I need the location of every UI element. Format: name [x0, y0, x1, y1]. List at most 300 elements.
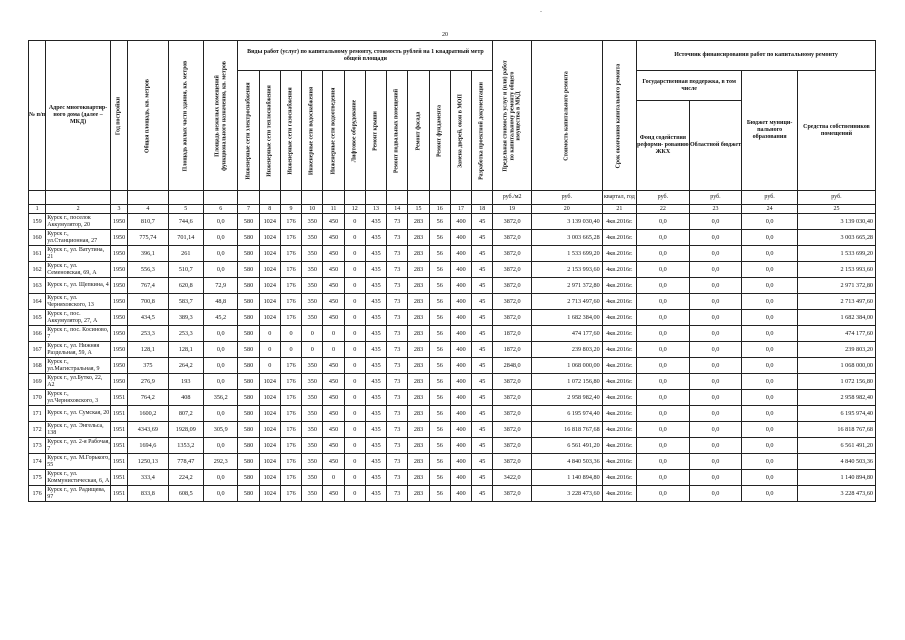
table-cell: 0,0 [637, 310, 690, 326]
table-cell: 0,0 [637, 294, 690, 310]
table-cell: 450 [323, 214, 344, 230]
table-cell: 161 [29, 246, 46, 262]
table-cell: 6 195 974,40 [531, 406, 602, 422]
table-cell: 0,0 [204, 246, 238, 262]
table-cell: 0,0 [689, 310, 742, 326]
table-cell: 400 [450, 422, 471, 438]
table-cell: 580 [238, 438, 259, 454]
table-cell: 435 [365, 422, 386, 438]
table-cell: 0,0 [742, 374, 798, 390]
address-cell: Курск г., ул. Черняховского, 13 [46, 294, 111, 310]
table-cell: 0,0 [742, 294, 798, 310]
table-row [29, 326, 876, 342]
table-cell: 4кв.2016г. [602, 326, 636, 342]
address-cell: Курск г., ул. Нижняя Раздельная, 59, А [46, 342, 111, 358]
table-cell: 435 [365, 342, 386, 358]
table-cell: 450 [323, 390, 344, 406]
table-cell: 73 [387, 342, 408, 358]
table-cell: 0,0 [637, 246, 690, 262]
table-cell: 283 [408, 454, 429, 470]
table-cell: 1950 [110, 310, 127, 326]
table-cell: 1950 [110, 326, 127, 342]
table-cell: 73 [387, 486, 408, 502]
table-cell: 580 [238, 486, 259, 502]
table-cell: 0 [344, 390, 365, 406]
table-cell: 4кв.2016г. [602, 390, 636, 406]
table-cell: 0,0 [204, 262, 238, 278]
table-cell: 73 [387, 278, 408, 294]
header-deadline: Срок окончания капитального ремонта [602, 41, 636, 191]
table-cell: 45 [472, 246, 493, 262]
table-cell: 0 [344, 486, 365, 502]
table-cell: 45 [472, 278, 493, 294]
table-cell: 264,2 [168, 358, 203, 374]
page-number: 20 [442, 32, 448, 38]
table-cell: 1951 [110, 390, 127, 406]
table-cell: 239 803,20 [797, 342, 875, 358]
table-cell: 0,0 [742, 326, 798, 342]
column-number: 10 [302, 205, 323, 214]
table-cell: 0 [302, 342, 323, 358]
table-cell: 45 [472, 294, 493, 310]
table-cell: 0,0 [689, 326, 742, 342]
table-cell: 283 [408, 390, 429, 406]
table-cell: 0,0 [742, 470, 798, 486]
table-cell: 2 153 993,60 [531, 262, 602, 278]
table-cell: 283 [408, 214, 429, 230]
table-cell: 400 [450, 342, 471, 358]
header-finance-group: Источник финансирования работ по капитальному ремонту [637, 41, 876, 71]
table-cell: 1 072 156,80 [797, 374, 875, 390]
table-cell: 450 [323, 262, 344, 278]
table-cell: 0 [323, 470, 344, 486]
header-work-basement: Ремонт подвальных помещений [387, 71, 408, 191]
table-cell: 4 840 503,36 [797, 454, 875, 470]
table-cell: 0 [259, 342, 280, 358]
table-cell: 0,0 [689, 230, 742, 246]
table-cell: 435 [365, 438, 386, 454]
table-row [29, 406, 876, 422]
table-cell: 0,0 [204, 358, 238, 374]
table-cell: 1694,6 [128, 438, 168, 454]
header-state-support: Государственная поддержка, в том числе [637, 71, 742, 101]
table-cell: 435 [365, 230, 386, 246]
table-cell: 0,0 [742, 486, 798, 502]
table-cell: 0 [344, 438, 365, 454]
table-cell: 176 [280, 438, 301, 454]
table-cell: 164 [29, 294, 46, 310]
table-cell: 73 [387, 422, 408, 438]
table-cell: 450 [323, 294, 344, 310]
address-cell: Курск г., ул. М.Горького, 55 [47, 454, 110, 468]
table-cell: 283 [408, 374, 429, 390]
header-work-gas: Инженерные сети газоснабжения [280, 71, 301, 191]
table-cell: 400 [450, 262, 471, 278]
table-cell: 305,9 [204, 422, 238, 438]
column-number: 15 [408, 205, 429, 214]
table-cell: 56 [429, 230, 450, 246]
table-cell: 73 [387, 358, 408, 374]
table-cell: 744,6 [168, 214, 203, 230]
table-cell: 56 [429, 358, 450, 374]
table-cell: 350 [302, 214, 323, 230]
table-row [29, 230, 876, 246]
table-cell: 73 [387, 470, 408, 486]
table-cell: 4кв.2016г. [602, 358, 636, 374]
table-cell: 261 [168, 246, 203, 262]
table-cell: 0,0 [637, 358, 690, 374]
table-cell: 239 803,20 [531, 342, 602, 358]
table-row [29, 438, 876, 454]
table-cell: 56 [429, 454, 450, 470]
table-cell: 283 [408, 486, 429, 502]
table-cell: 176 [280, 454, 301, 470]
table-cell: 0,0 [742, 278, 798, 294]
table-cell: 1950 [110, 214, 127, 230]
table-cell: 0 [259, 358, 280, 374]
table-cell: 0 [344, 230, 365, 246]
table-cell: 73 [387, 438, 408, 454]
table-cell: 400 [450, 358, 471, 374]
table-row [29, 310, 876, 326]
table-cell: 450 [323, 486, 344, 502]
table-cell: 775,74 [128, 230, 168, 246]
table-cell: 350 [302, 422, 323, 438]
table-cell: 56 [429, 470, 450, 486]
table-cell: 0 [344, 326, 365, 342]
table-cell: 435 [365, 470, 386, 486]
table-cell: 4 840 503,36 [531, 454, 602, 470]
table-cell: 0,0 [637, 230, 690, 246]
table-cell: 0 [302, 326, 323, 342]
table-cell: 48,8 [204, 294, 238, 310]
table-cell: 166 [29, 326, 46, 342]
header-work-foundation: Ремонт фундамента [429, 71, 450, 191]
table-cell: 3 228 473,60 [797, 486, 875, 502]
table-cell: 400 [450, 310, 471, 326]
table-cell: 450 [323, 454, 344, 470]
column-number: 9 [280, 205, 301, 214]
table-cell: 0,0 [637, 262, 690, 278]
table-cell: 807,2 [168, 406, 203, 422]
table-cell: 0,0 [742, 454, 798, 470]
table-cell: 350 [302, 294, 323, 310]
table-cell: 435 [365, 374, 386, 390]
table-cell: 1872,0 [493, 326, 531, 342]
table-cell: 435 [365, 358, 386, 374]
table-cell: 283 [408, 230, 429, 246]
table-cell: 6 195 974,40 [797, 406, 875, 422]
table-cell: 174 [29, 454, 46, 470]
table-cell: 176 [280, 422, 301, 438]
address-cell: Курск г., ул. 2-я Рабочая, 7 [47, 438, 110, 452]
table-cell: 176 [280, 486, 301, 502]
table-cell: 583,7 [168, 294, 203, 310]
table-cell: 1951 [110, 470, 127, 486]
table-cell: 73 [387, 214, 408, 230]
table-row [29, 294, 876, 310]
table-cell: 73 [387, 454, 408, 470]
table-cell: 283 [408, 470, 429, 486]
table-cell: 450 [323, 358, 344, 374]
table-cell: 1950 [110, 278, 127, 294]
table-cell: 1872,0 [493, 342, 531, 358]
table-cell: 0 [344, 262, 365, 278]
table-row [29, 246, 876, 262]
table-cell: 435 [365, 326, 386, 342]
column-number: 4 [128, 205, 168, 214]
table-cell: 435 [365, 246, 386, 262]
table-cell: 1950 [110, 262, 127, 278]
table-cell: 0,0 [637, 214, 690, 230]
header-work-electric: Инженерные сети электроснабжения [238, 71, 259, 191]
header-owners: Средства собственников помещений [797, 71, 875, 191]
table-cell: 1 072 156,80 [531, 374, 602, 390]
column-number: 7 [238, 205, 259, 214]
table-cell: 56 [429, 486, 450, 502]
table-cell: 1024 [259, 454, 280, 470]
table-cell: 0 [323, 326, 344, 342]
table-cell: 580 [238, 294, 259, 310]
column-number: 11 [323, 205, 344, 214]
table-cell: 1951 [110, 438, 127, 454]
table-cell: 162 [29, 262, 46, 278]
table-cell: 1024 [259, 470, 280, 486]
table-cell: 0,0 [689, 342, 742, 358]
table-cell: 3872,0 [493, 390, 531, 406]
table-cell: 350 [302, 230, 323, 246]
table-cell: 0,0 [637, 342, 690, 358]
table-cell: 435 [365, 390, 386, 406]
table-cell: 56 [429, 214, 450, 230]
table-cell: 4кв.2016г. [602, 470, 636, 486]
table-cell: 4кв.2016г. [602, 278, 636, 294]
table-cell: 1250,13 [128, 454, 168, 470]
table-cell: 0,0 [637, 470, 690, 486]
table-cell: 0,0 [689, 214, 742, 230]
table-cell: 408 [168, 390, 203, 406]
table-cell: 3872,0 [493, 454, 531, 470]
table-cell: 0 [344, 374, 365, 390]
table-cell: 0,0 [637, 486, 690, 502]
table-cell: 450 [323, 438, 344, 454]
table-row [29, 454, 876, 470]
table-cell: 45 [472, 486, 493, 502]
table-cell: 0,0 [742, 422, 798, 438]
column-number: 2 [46, 205, 111, 214]
table-cell: 4343,69 [128, 422, 168, 438]
table-cell: 510,7 [168, 262, 203, 278]
table-cell: 833,8 [128, 486, 168, 502]
table-cell: 435 [365, 406, 386, 422]
header-address: Адрес многоквартир- ного дома (далее – МКД) [46, 41, 111, 191]
unit-fund: руб. [637, 191, 690, 205]
table-cell: 0,0 [742, 246, 798, 262]
table-cell: 2 153 993,60 [797, 262, 875, 278]
table-cell: 0 [344, 278, 365, 294]
table-cell: 0,0 [689, 262, 742, 278]
column-number: 13 [365, 205, 386, 214]
table-cell: 4кв.2016г. [602, 342, 636, 358]
table-cell: 283 [408, 278, 429, 294]
table-cell: 45 [472, 422, 493, 438]
column-number: 19 [493, 205, 531, 214]
table-cell: 6 561 491,20 [531, 438, 602, 454]
address-cell: Курск г., поселок Аккумулятор, 20 [46, 214, 111, 230]
header-work-heating: Инженерные сети теплоснабжения [259, 71, 280, 191]
table-cell: 283 [408, 342, 429, 358]
table-cell: 350 [302, 470, 323, 486]
table-cell: 0,0 [637, 438, 690, 454]
table-cell: 400 [450, 438, 471, 454]
table-cell: 580 [238, 246, 259, 262]
table-cell: 580 [238, 262, 259, 278]
table-cell: 253,3 [128, 326, 168, 342]
table-cell: 45 [472, 454, 493, 470]
table-cell: 176 [29, 486, 46, 502]
table-cell: 3 228 473,60 [531, 486, 602, 502]
table-cell: 159 [29, 214, 46, 230]
table-cell: 0 [344, 294, 365, 310]
table-cell: 0 [344, 246, 365, 262]
table-cell: 810,7 [128, 214, 168, 230]
table-cell: 193 [168, 374, 203, 390]
table-cell: 283 [408, 438, 429, 454]
column-number: 21 [602, 205, 636, 214]
table-cell: 4кв.2016г. [602, 422, 636, 438]
table-cell: 176 [280, 390, 301, 406]
table-cell: 1951 [110, 406, 127, 422]
table-cell: 3872,0 [493, 294, 531, 310]
table-cell: 435 [365, 294, 386, 310]
table-cell: 0,0 [637, 454, 690, 470]
table-cell: 224,2 [168, 470, 203, 486]
table-cell: 73 [387, 246, 408, 262]
table-cell: 0,0 [742, 342, 798, 358]
table-cell: 45 [472, 262, 493, 278]
column-number: 14 [387, 205, 408, 214]
table-cell: 128,1 [168, 342, 203, 358]
table-cell: 580 [238, 358, 259, 374]
table-row [29, 342, 876, 358]
table-cell: 4кв.2016г. [602, 214, 636, 230]
column-number: 17 [450, 205, 471, 214]
table-cell: 45,2 [204, 310, 238, 326]
column-number: 25 [797, 205, 875, 214]
table-cell: 45 [472, 374, 493, 390]
table-cell: 1950 [110, 246, 127, 262]
table-cell: 1024 [259, 278, 280, 294]
table-cell: 608,5 [168, 486, 203, 502]
table-cell: 0 [344, 214, 365, 230]
table-cell: 1024 [259, 438, 280, 454]
header-municipal: Бюджет муници- пального образования [742, 71, 798, 191]
unit-total-cost: руб. [531, 191, 602, 205]
table-cell: 3872,0 [493, 214, 531, 230]
unit-unit-cost: руб./м2 [493, 191, 531, 205]
table-row [29, 422, 876, 438]
address-cell: Курск г., ул.Черняховского, 3 [46, 390, 111, 406]
header-work-facade: Ремонт фасада [408, 71, 429, 191]
table-body [29, 214, 876, 502]
table-cell: 73 [387, 374, 408, 390]
table-cell: 474 177,60 [797, 326, 875, 342]
table-cell: 1 533 699,20 [531, 246, 602, 262]
table-cell: 0 [344, 342, 365, 358]
table-row [29, 390, 876, 406]
table-cell: 2 958 982,40 [797, 390, 875, 406]
table-cell: 0,0 [689, 470, 742, 486]
address-cell: Курск г., ул. Сумская, 20 [46, 406, 111, 422]
table-cell: 160 [29, 230, 46, 246]
table-cell: 72,9 [204, 278, 238, 294]
table-cell: 3872,0 [493, 438, 531, 454]
table-cell: 0,0 [637, 406, 690, 422]
table-cell: 580 [238, 278, 259, 294]
table-cell: 350 [302, 262, 323, 278]
table-cell: 400 [450, 214, 471, 230]
table-cell: 1950 [110, 342, 127, 358]
table-cell: 450 [323, 278, 344, 294]
table-cell: 4кв.2016г. [602, 246, 636, 262]
column-number-row [29, 205, 876, 214]
table-cell: 1024 [259, 230, 280, 246]
header-work-water: Инженерные сети водоснабжения [302, 71, 323, 191]
table-cell: 350 [302, 374, 323, 390]
unit-owners: руб. [797, 191, 875, 205]
table-cell: 400 [450, 374, 471, 390]
table-cell: 0,0 [742, 406, 798, 422]
table-cell: 0,0 [742, 262, 798, 278]
header-work-doors-windows: Замена дверей, окон в МОП [450, 71, 471, 191]
table-cell: 176 [280, 358, 301, 374]
table-cell: 580 [238, 422, 259, 438]
table-cell: 0,0 [689, 278, 742, 294]
table-cell: 580 [238, 390, 259, 406]
table-cell: 1950 [110, 294, 127, 310]
table-cell: 0,0 [204, 230, 238, 246]
table-cell: 1024 [259, 262, 280, 278]
table-cell: 45 [472, 470, 493, 486]
table-row [29, 214, 876, 230]
table-cell: 163 [29, 278, 46, 294]
table-cell: 0,0 [637, 278, 690, 294]
table-cell: 1 140 894,80 [797, 470, 875, 486]
table-cell: 400 [450, 230, 471, 246]
address-cell: Курск г., ул. Радищева, 97 [46, 486, 111, 502]
address-cell: Курск г., ул.Бутко, 22, А2 [46, 374, 111, 390]
table-cell: 375 [128, 358, 168, 374]
table-cell: 56 [429, 438, 450, 454]
table-cell: 333,4 [128, 470, 168, 486]
table-cell: 1 533 699,20 [797, 246, 875, 262]
table-cell: 0,0 [742, 230, 798, 246]
table-cell: 1 068 000,00 [797, 358, 875, 374]
table-cell: 3 003 665,28 [797, 230, 875, 246]
table-cell: 73 [387, 310, 408, 326]
table-cell: 1951 [110, 486, 127, 502]
table-cell: 56 [429, 374, 450, 390]
table-row [29, 486, 876, 502]
table-cell: 3872,0 [493, 374, 531, 390]
table-cell: 128,1 [128, 342, 168, 358]
table-cell: 1951 [110, 454, 127, 470]
table-cell: 3872,0 [493, 278, 531, 294]
table-cell: 0 [344, 310, 365, 326]
table-cell: 0 [344, 454, 365, 470]
table-cell: 1 140 894,80 [531, 470, 602, 486]
header-work-sewer: Инженерные сети водоотведения [323, 71, 344, 191]
